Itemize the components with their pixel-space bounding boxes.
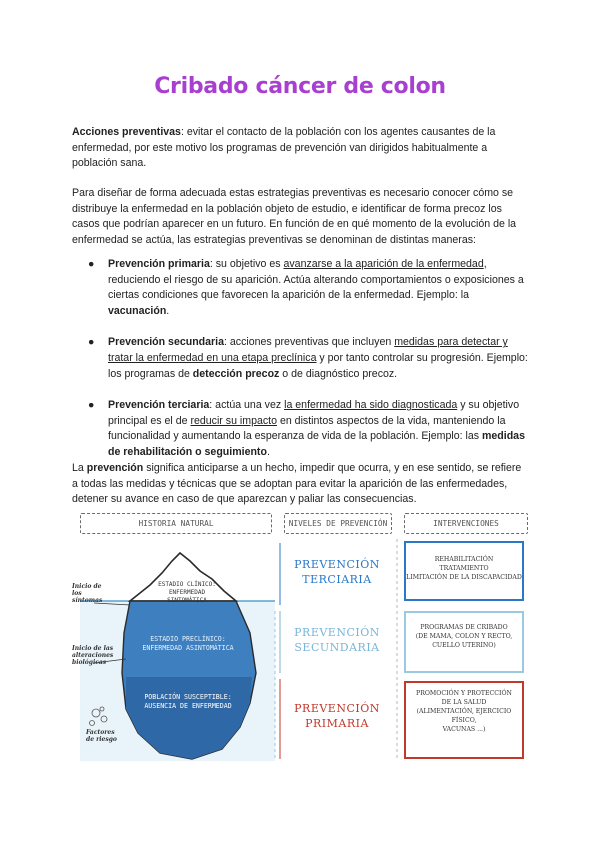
text: ESTADIO CLÍNICO: ENFERMEDAD SINTOMÁTICA — [158, 581, 216, 604]
underlined-text: la enfermedad ha sido diagnosticada — [284, 399, 458, 412]
underlined-text: medidas para detectar y tratar la enfermedad en una etapa preclínica — [108, 336, 508, 364]
prevention-infographic — [72, 513, 528, 763]
header-intervenciones: INTERVENCIONES — [404, 513, 528, 534]
label-inicio-alteraciones: Inicio de las alteraciones biológicas — [72, 645, 114, 666]
text: La — [72, 462, 87, 474]
bold-text: medidas de rehabilitación o seguimiento — [108, 430, 525, 458]
bullet-dot-icon: ● — [88, 258, 95, 270]
text: POBLACIÓN SUSCEPTIBLE: AUSENCIA DE ENFERMEDAD — [144, 693, 232, 710]
paragraph-acciones-preventivas — [72, 125, 527, 172]
term: Prevención terciaria — [108, 399, 210, 412]
text: o de diagnóstico precoz. — [279, 367, 398, 380]
bullet-dot-icon: ● — [88, 399, 95, 412]
bold-text: detección precoz — [192, 367, 280, 380]
label-inicio-sintomas: Inicio de los síntomas — [72, 583, 103, 604]
label-factores-riesgo: Factores de riesgo — [86, 729, 117, 743]
text: : acciones preventivas que incluyen — [224, 336, 395, 349]
header-niveles-prevencion: NIVELES DE PREVENCIÓN — [284, 513, 392, 534]
text: , reduciendo el riesgo de su aparición. Actúa alterando comportamientos o exposiciones a ciertas condiciones que favorecen la aparición de la enfermedad. Ejemplo: la — [108, 258, 524, 302]
text: y su objetivo principal es el de — [108, 399, 520, 427]
paragraph-estrategias: Para diseñar de forma adecuada estas estrategias preventivas es necesario conocer cómo se distribuye la enfermedad en la población objeto de estudio, e identificar de forma precoz los casos que podrían aparecer en un futuro. En función de en qué momento de la evolución de la enfermedad se actúa, las estrategias preventivas se denominan de distintas maneras: — [72, 187, 517, 246]
level-prevencion-secundaria: PREVENCIÓN SECUNDARIA — [294, 626, 380, 654]
text: . — [266, 445, 270, 458]
text: y por tanto controlar su progresión. Ejemplo: los programas de — [108, 351, 528, 380]
underlined-text: reducir su impacto — [190, 414, 278, 427]
intervention-primaria: PROMOCIÓN Y PROTECCIÓN DE LA SALUD (ALIMENTACIÓN, EJERCICIO FÍSICO, VACUNAS ...) — [404, 681, 524, 759]
text: : evitar el contacto de la población con los agentes causantes de la enfermedad, por este motivo los programas de prevención van dirigidos habitualmente a población sana. — [72, 126, 496, 170]
term: Prevención secundaria — [108, 336, 224, 349]
bullet-dot-icon: ● — [88, 336, 95, 349]
iceberg-label-susceptible — [128, 693, 248, 711]
bullet-prevencion-secundaria — [88, 335, 528, 382]
bullet-prevencion-primaria — [88, 257, 528, 319]
bold-text: vacunación — [108, 304, 167, 317]
bullet-prevencion-terciaria — [88, 398, 528, 460]
text: : actúa una vez — [209, 399, 285, 412]
level-prevencion-primaria: PREVENCIÓN PRIMARIA — [294, 702, 380, 730]
underlined-text: avanzarse a la aparición de la enfermedad — [283, 258, 484, 270]
term: Prevención primaria — [108, 258, 210, 270]
bullet-list — [88, 257, 528, 477]
text: . — [166, 304, 170, 317]
text: : su objetivo es — [209, 258, 284, 270]
term-acciones-preventivas: Acciones preventivas — [72, 126, 181, 138]
bold-text: prevención — [86, 462, 144, 474]
level-prevencion-terciaria: PREVENCIÓN TERCIARIA — [294, 558, 380, 586]
iceberg-label-preclinico — [128, 635, 248, 653]
text: en distintos aspectos de la vida, manteniendo la funcionalidad y aumentando la esperanza de vida de la población. Ejemplo: las — [108, 414, 506, 443]
text: ESTADIO PRECLÍNICO: ENFERMEDAD ASINTOMÁTICA — [142, 635, 234, 652]
paragraph-prevencion — [72, 461, 527, 508]
page-title: Cribado cáncer de colon — [154, 74, 446, 99]
intervention-secundaria: PROGRAMAS DE CRIBADO (DE MAMA, COLON Y RECTO, CUELLO UTERINO) — [404, 611, 524, 673]
iceberg-label-clinico — [152, 581, 222, 605]
header-historia-natural: HISTORIA NATURAL — [80, 513, 272, 534]
text: significa anticiparse a un hecho, impedir que ocurra, y en ese sentido, se refiere a todas las medidas y técnicas que se adoptan para evitar la aparición de las enfermedades, detener su avance en caso de que aparezcan y paliar las consecuencias. — [72, 462, 522, 506]
intervention-terciaria: REHABILITACIÓN TRATAMIENTO LIMITACIÓN DE LA DISCAPACIDAD — [404, 541, 524, 601]
